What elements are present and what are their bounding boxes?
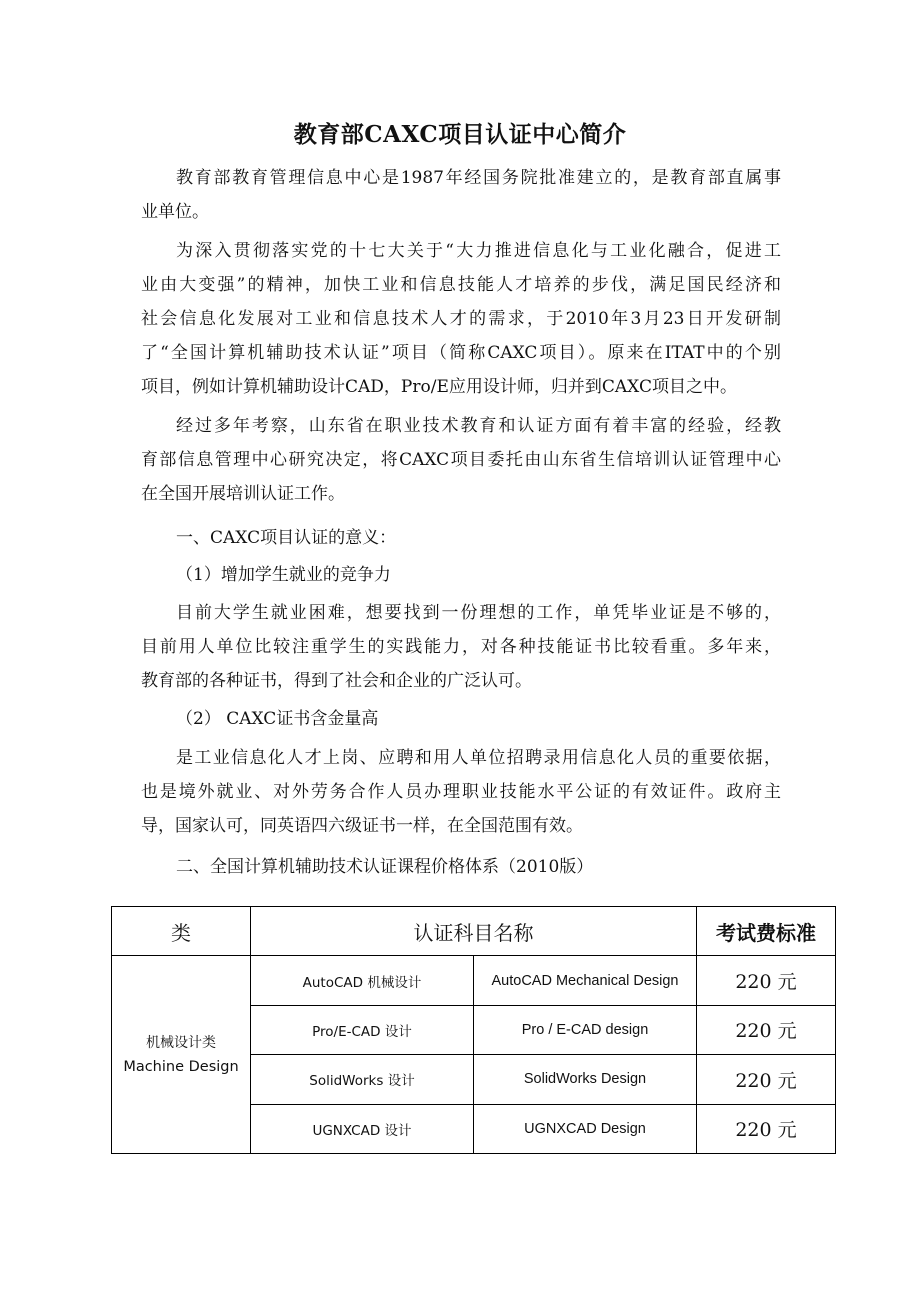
paragraph-line: 业单位。 [141,202,209,222]
category-cn: 机械设计类 [146,1034,216,1051]
subject-en: AutoCAD Mechanical Design [474,956,697,1005]
fee-cell: 220 元 [697,1104,836,1153]
paragraph-line: 也是境外就业、对外劳务合作人员办理职业技能水平公证的有效证件。政府主 [141,782,781,802]
subsection-heading: （2） CAXC证书含金量高 [176,709,379,729]
paragraph-line: 项目，例如计算机辅助设计CAD，Pro/E应用设计师，归并到CAXC项目之中。 [141,377,737,397]
paragraph-line: 社会信息化发展对工业和信息技术人才的需求，于2010年3月23日开发研制 [141,309,781,329]
subject-cn: SolidWorks 设计 [251,1055,474,1104]
table-row [112,956,836,1005]
paragraph-line: 教育部教育管理信息中心是1987年经国务院批准建立的，是教育部直属事 [176,168,781,188]
fee-table [111,906,836,1154]
table-header-row [112,907,836,956]
subject-en: UGNXCAD Design [474,1104,697,1153]
header-subject: 认证科目名称 [251,907,697,956]
page-title: 教育部CAXC项目认证中心简介 [293,121,627,148]
header-fee: 考试费标准 [697,907,836,956]
section-heading: 二、全国计算机辅助技术认证课程价格体系（2010版） [176,857,594,877]
category-en: Machine Design [123,1058,239,1075]
paragraph-line: 业由大变强”的精神，加快工业和信息技能人才培养的步伐，满足国民经济和 [141,275,781,295]
subject-cn: Pro/E-CAD 设计 [251,1005,474,1054]
paragraph-line: 在全国开展培训认证工作。 [141,484,345,504]
subject-en: SolidWorks Design [474,1055,697,1104]
paragraph-line: 教育部的各种证书，得到了社会和企业的广泛认可。 [141,671,532,691]
fee-cell: 220 元 [697,1055,836,1104]
paragraph-line: 经过多年考察，山东省在职业技术教育和认证方面有着丰富的经验，经教 [176,416,781,436]
paragraph-line: 目前大学生就业困难，想要找到一份理想的工作，单凭毕业证是不够的， [176,603,781,623]
paragraph-line: 为深入贯彻落实党的十七大关于“大力推进信息化与工业化融合，促进工 [176,241,781,261]
paragraph-line: 了“全国计算机辅助技术认证”项目（简称CAXC项目）。原来在ITAT中的个别 [141,343,781,363]
section-heading: 一、CAXC项目认证的意义： [176,528,397,548]
paragraph-line: 导，国家认可，同英语四六级证书一样，在全国范围有效。 [141,816,583,836]
paragraph-line: 育部信息管理中心研究决定，将CAXC项目委托由山东省生信培训认证管理中心 [141,450,781,470]
subject-en: Pro / E-CAD design [474,1005,697,1054]
subject-cn: AutoCAD 机械设计 [251,956,474,1005]
subject-cn: UGNXCAD 设计 [251,1104,474,1153]
paragraph-line: 是工业信息化人才上岗、应聘和用人单位招聘录用信息化人员的重要依据， [176,748,781,768]
header-category: 类 [112,907,251,956]
fee-cell: 220 元 [697,1005,836,1054]
paragraph-line: 目前用人单位比较注重学生的实践能力，对各种技能证书比较看重。多年来， [141,637,781,657]
category-cell [112,956,251,1154]
fee-cell: 220 元 [697,956,836,1005]
subsection-heading: （1）增加学生就业的竞争力 [176,565,391,585]
